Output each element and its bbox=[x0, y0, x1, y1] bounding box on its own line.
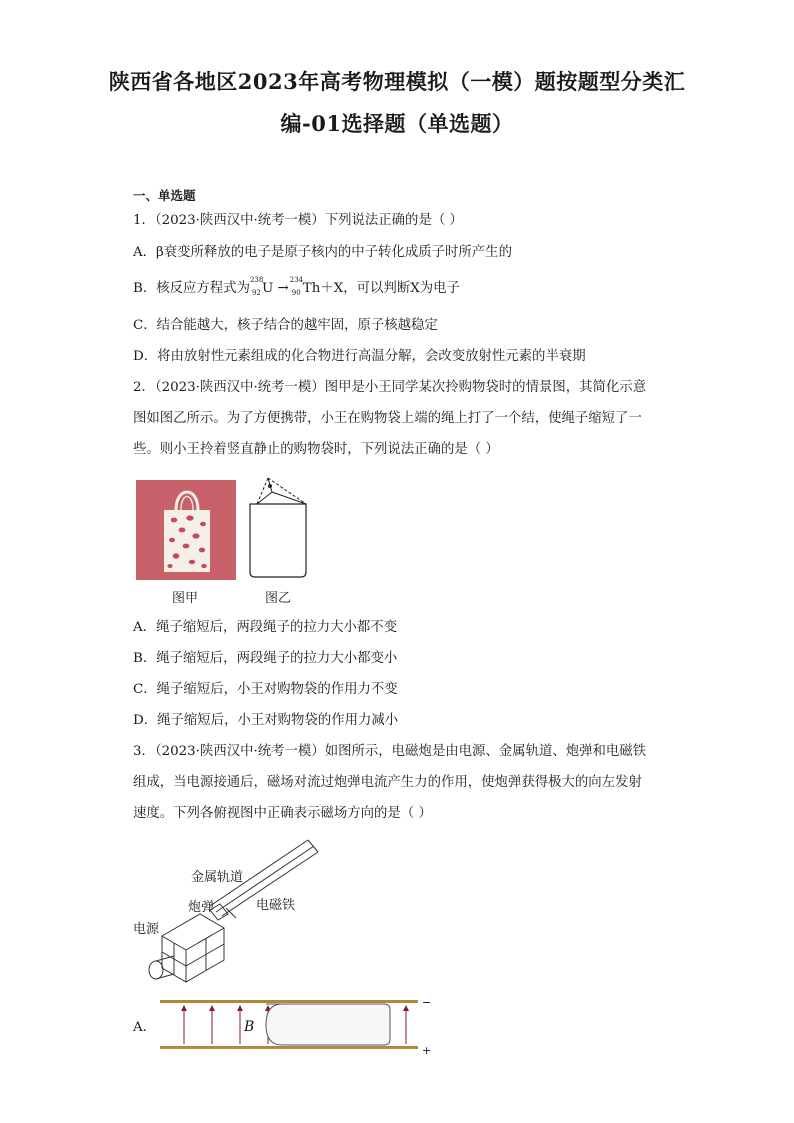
uranium-nuclide bbox=[249, 276, 274, 297]
section-heading: 一、单选题 bbox=[133, 188, 196, 203]
reaction-arrow: → bbox=[277, 281, 289, 296]
field-label-b: B bbox=[244, 1019, 255, 1035]
figure-b-caption: 图乙 bbox=[265, 591, 292, 606]
q3-stem-line3: 速度。下列各俯视图中正确表示磁场方向的是（ ） bbox=[133, 806, 432, 821]
figure-a-caption: 图甲 bbox=[172, 591, 199, 606]
th-symbol: Th bbox=[302, 281, 321, 296]
th-atomic-number: 90 bbox=[291, 289, 301, 297]
q1-stem: 1．（2023·陕西汉中·统考一模）下列说法正确的是（ ） bbox=[133, 213, 463, 228]
option-a-top-view bbox=[158, 996, 432, 1057]
q1-option-a: A．β衰变所释放的电子是原子核内的中子转化成质子时所产生的 bbox=[133, 245, 512, 260]
label-shell: 炮弹 bbox=[188, 900, 215, 915]
plus-terminal: + bbox=[422, 1044, 432, 1057]
q1-option-b bbox=[133, 276, 460, 297]
q1-b-prefix: B．核反应方程式为 bbox=[133, 281, 250, 296]
q2-option-d: D．绳子缩短后，小王对购物袋的作用力减小 bbox=[133, 713, 399, 728]
q2-option-c: C．绳子缩短后，小王对购物袋的作用力不变 bbox=[133, 682, 398, 697]
minus-terminal: − bbox=[422, 996, 432, 1009]
q3-stem-line1: 3．（2023·陕西汉中·统考一模）如图所示，电磁炮是由电源、金属轨道、炮弹和电磁铁 bbox=[133, 744, 647, 759]
u-atomic-number: 92 bbox=[251, 289, 261, 297]
u-symbol: U bbox=[261, 281, 274, 296]
th-mass-number: 234 bbox=[289, 276, 304, 284]
label-metal-rail: 金属轨道 bbox=[191, 870, 244, 885]
label-electromagnet: 电磁铁 bbox=[256, 898, 296, 913]
q1-b-suffix: ＋X，可以判断X为电子 bbox=[320, 281, 460, 296]
q2-option-a: A．绳子缩短后，两段绳子的拉力大小都不变 bbox=[133, 620, 398, 635]
tote-bag-photo bbox=[136, 480, 236, 580]
doc-title-line1: 陕西省各地区2023年高考物理模拟（一模）题按题型分类汇 bbox=[108, 69, 686, 94]
q2-stem-line1: 2．（2023·陕西汉中·统考一模）图甲是小王同学某次拎购物袋时的情景图，其简化示意 bbox=[133, 380, 647, 395]
q3-option-a-label: A． bbox=[133, 1020, 157, 1035]
q2-option-b: B．绳子缩短后，两段绳子的拉力大小都变小 bbox=[133, 651, 398, 666]
q2-stem-line3: 些。则小王拎着竖直静止的购物袋时，下列说法正确的是（ ） bbox=[133, 442, 499, 457]
q1-option-c: C．结合能越大，核子结合的越牢固，原子核越稳定 bbox=[133, 318, 438, 333]
thorium-nuclide bbox=[289, 276, 321, 297]
doc-title-line2: 编-01选择题（单选题） bbox=[280, 111, 514, 136]
label-power-source: 电源 bbox=[133, 922, 160, 937]
q3-stem-line2: 组成，当电源接通后，磁场对流过炮弹电流产生力的作用，使炮弹获得极大的向左发射 bbox=[133, 775, 642, 790]
q1-option-d: D．将由放射性元素组成的化合物进行高温分解，会改变放射性元素的半衰期 bbox=[133, 349, 586, 364]
q2-stem-line2: 图如图乙所示。为了方便携带，小王在购物袋上端的绳上打了一个结，使绳子缩短了一 bbox=[133, 411, 642, 426]
bag-diagram bbox=[244, 474, 316, 580]
u-mass-number: 238 bbox=[249, 276, 264, 284]
